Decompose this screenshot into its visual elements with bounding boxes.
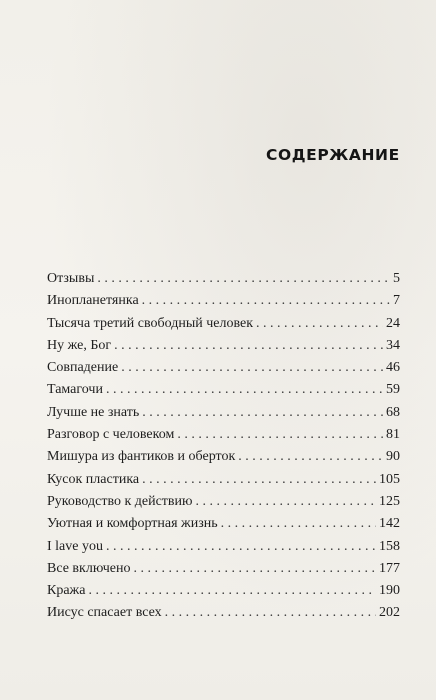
dot-leader bbox=[142, 469, 376, 491]
toc-entry-page: 202 bbox=[379, 605, 400, 621]
toc-entry-title: Мишура из фантиков и оберток bbox=[47, 449, 236, 465]
page-heading: СОДЕРЖАНИЕ bbox=[266, 146, 400, 164]
toc-entry-title: Лучше не знать bbox=[47, 404, 140, 420]
toc-entry-page: 5 bbox=[393, 271, 400, 286]
toc-entry-page: 125 bbox=[379, 493, 400, 509]
table-of-contents bbox=[47, 268, 400, 625]
toc-entry-title: Кусок пластика bbox=[47, 471, 140, 487]
toc-entry-page: 46 bbox=[386, 360, 400, 376]
dot-leader bbox=[142, 290, 390, 312]
dot-leader bbox=[165, 602, 376, 624]
dot-leader bbox=[195, 491, 376, 513]
toc-entry[interactable] bbox=[47, 335, 400, 357]
dot-leader bbox=[114, 335, 383, 357]
toc-entry-page: 59 bbox=[386, 382, 400, 398]
toc-entry-page: 7 bbox=[393, 293, 400, 309]
dot-leader bbox=[106, 536, 376, 558]
dot-leader bbox=[238, 446, 383, 468]
toc-entry-page: 24 bbox=[386, 315, 400, 331]
toc-entry-title: Инопланетянка bbox=[47, 293, 139, 309]
toc-entry-title: Ну же, Бог bbox=[47, 337, 112, 353]
toc-entry[interactable] bbox=[47, 379, 400, 401]
dot-leader bbox=[106, 379, 383, 401]
toc-entry[interactable] bbox=[47, 491, 400, 513]
toc-entry[interactable] bbox=[47, 268, 400, 290]
toc-entry-page: 190 bbox=[379, 583, 400, 599]
toc-entry-page: 81 bbox=[386, 427, 400, 443]
toc-entry-title: Руководство к действию bbox=[47, 493, 193, 509]
toc-entry[interactable] bbox=[47, 469, 400, 491]
toc-entry-page: 105 bbox=[379, 471, 400, 487]
dot-leader bbox=[256, 313, 383, 335]
toc-entry-title: Иисус спасает всех bbox=[47, 605, 162, 621]
toc-entry-page: 68 bbox=[386, 404, 400, 420]
dot-leader bbox=[88, 580, 376, 602]
toc-entry[interactable] bbox=[47, 290, 400, 312]
dot-leader bbox=[97, 268, 390, 290]
toc-entry-title: Кража bbox=[47, 583, 86, 599]
toc-entry[interactable] bbox=[47, 446, 400, 468]
toc-entry-page: 158 bbox=[379, 538, 400, 554]
dot-leader bbox=[121, 357, 383, 379]
toc-entry-title: I lave you bbox=[47, 538, 103, 554]
toc-entry[interactable] bbox=[47, 313, 400, 335]
toc-entry-title: Все включено bbox=[47, 560, 131, 576]
dot-leader bbox=[221, 513, 376, 535]
toc-entry[interactable] bbox=[47, 513, 400, 535]
toc-entry-page: 90 bbox=[386, 449, 400, 465]
toc-entry-title: Разговор с человеком bbox=[47, 427, 175, 443]
toc-entry-title: Уютная и комфортная жизнь bbox=[47, 516, 218, 532]
toc-entry[interactable] bbox=[47, 558, 400, 580]
dot-leader bbox=[177, 424, 383, 446]
toc-entry[interactable] bbox=[47, 357, 400, 379]
toc-entry-title: Отзывы bbox=[47, 271, 95, 286]
toc-entry-title: Совпадение bbox=[47, 360, 119, 376]
toc-entry[interactable] bbox=[47, 402, 400, 424]
toc-entry-page: 34 bbox=[386, 337, 400, 353]
toc-entry-page: 142 bbox=[379, 516, 400, 532]
toc-entry-page: 177 bbox=[379, 560, 400, 576]
dot-leader bbox=[134, 558, 376, 580]
toc-entry[interactable] bbox=[47, 536, 400, 558]
toc-entry-title: Тамагочи bbox=[47, 382, 103, 398]
toc-entry-title: Тысяча третий свободный человек bbox=[47, 315, 254, 331]
toc-entry[interactable] bbox=[47, 424, 400, 446]
toc-entry[interactable] bbox=[47, 580, 400, 602]
toc-entry[interactable] bbox=[47, 602, 400, 624]
dot-leader bbox=[142, 402, 383, 424]
